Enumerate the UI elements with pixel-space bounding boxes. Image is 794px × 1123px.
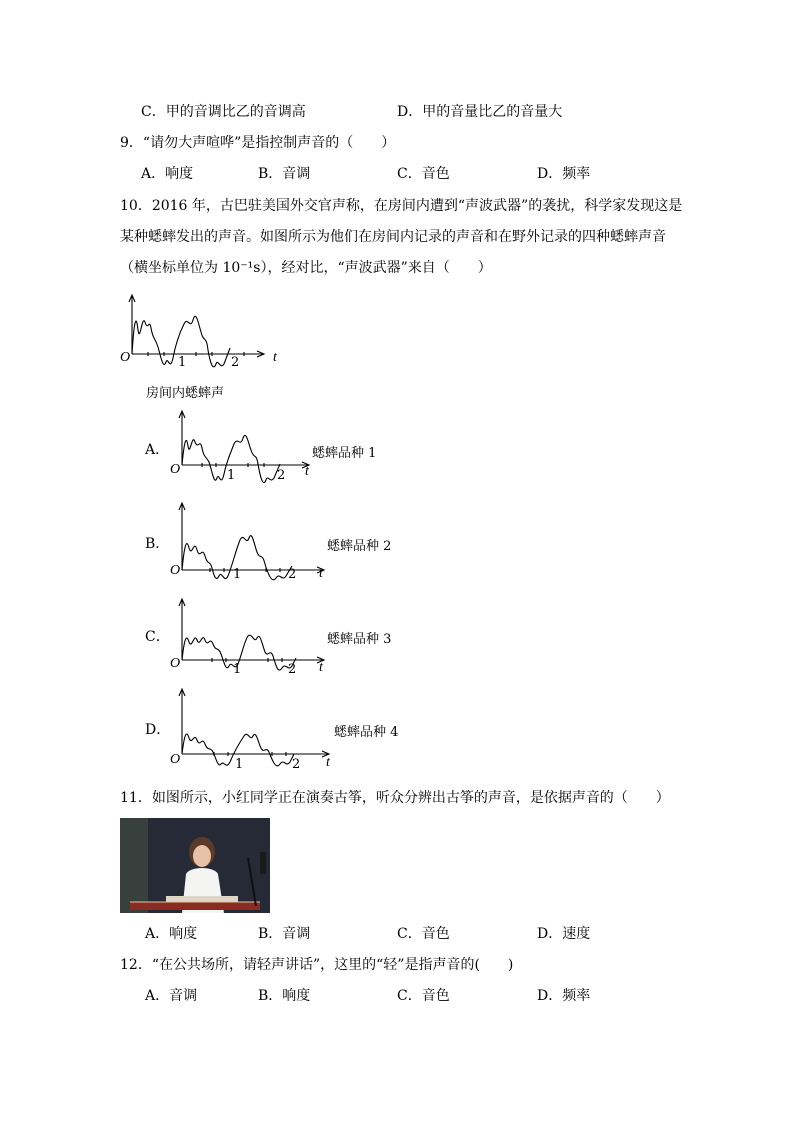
q11-stem: 11．如图所示，小红同学正在演奏古筝，听众分辨出古筝的声音，是依据声音的（ ）	[120, 790, 670, 806]
option-a-tick-1: 1	[227, 468, 236, 483]
room-tick-1: 1	[178, 355, 187, 370]
option-a-label: 蟋蟀品种 1	[312, 446, 377, 461]
room-tick-2: 2	[231, 355, 240, 370]
option-c-origin: O	[170, 656, 181, 671]
option-a-origin: O	[170, 462, 181, 477]
guzheng-photo	[120, 818, 270, 913]
q10-option-d-letter: D．	[145, 722, 171, 738]
option-b-tick-1: 1	[233, 567, 242, 582]
option-d-tick-1: 1	[235, 757, 244, 772]
option-b-label: 蟋蟀品种 2	[327, 539, 392, 554]
q12-option-a: A．音调	[145, 988, 198, 1004]
room-caption: 房间内蟋蟀声	[146, 386, 225, 401]
girl-playing-guzheng-illustration	[120, 818, 270, 913]
q10-stem-line2: 某种蟋蟀发出的声音。如图所示为他们在房间内记录的声音和在野外记录的四种蟋蟀声音	[120, 229, 666, 245]
room-axis-t: t	[273, 350, 277, 365]
q11-option-d: D．速度	[537, 926, 591, 942]
q12-option-d: D．频率	[537, 988, 591, 1004]
option-b-waveform	[168, 500, 333, 585]
q8-option-d: D．甲的音量比乙的音量大	[397, 104, 563, 120]
q10-option-b-letter: B．	[145, 536, 170, 552]
option-d-label: 蟋蟀品种 4	[334, 725, 399, 740]
option-c-label: 蟋蟀品种 3	[327, 632, 392, 647]
q11-option-a: A．响度	[145, 926, 198, 942]
q10-stem-line3: （横坐标单位为 10⁻¹s），经对比，“声波武器”来自（ ）	[120, 260, 492, 276]
option-c-tick-1: 1	[233, 662, 242, 677]
q12-stem: 12．“在公共场所，请轻声讲话”，这里的“轻”是指声音的( )	[120, 957, 514, 973]
q12-option-c: C．音色	[397, 988, 450, 1004]
q9-option-b: B．音调	[258, 166, 311, 182]
room-cricket-waveform	[118, 292, 278, 372]
option-c-axis-t: t	[319, 660, 323, 675]
option-a-axis-t: t	[305, 464, 309, 479]
option-c-waveform	[168, 596, 333, 676]
q9-option-d: D．频率	[537, 166, 591, 182]
option-d-tick-2: 2	[292, 757, 301, 772]
q12-option-b: B．响度	[258, 988, 311, 1004]
option-d-origin: O	[170, 752, 181, 767]
option-d-waveform	[168, 686, 338, 771]
room-axis-origin: O	[120, 350, 131, 365]
q11-option-c: C．音色	[397, 926, 450, 942]
q9-option-a: A．响度	[141, 166, 194, 182]
q11-option-b: B．音调	[258, 926, 311, 942]
q10-stem-line1: 10．2016 年，古巴驻美国外交官声称，在房间内遭到“声波武器”的袭扰，科学家发现这是	[120, 198, 683, 214]
q8-option-c: C．甲的音调比乙的音调高	[141, 104, 306, 120]
q10-option-a-letter: A．	[145, 442, 170, 458]
q10-option-c-letter: C．	[145, 629, 170, 645]
option-a-tick-2: 2	[277, 468, 286, 483]
option-b-tick-2: 2	[288, 567, 297, 582]
option-d-axis-t: t	[326, 755, 330, 770]
q9-option-c: C．音色	[397, 166, 450, 182]
option-c-tick-2: 2	[288, 662, 297, 677]
option-b-axis-t: t	[319, 566, 323, 581]
option-b-origin: O	[170, 563, 181, 578]
option-a-waveform	[168, 408, 328, 490]
q9-stem: 9．“请勿大声喧哗”是指控制声音的（ ）	[120, 135, 396, 151]
